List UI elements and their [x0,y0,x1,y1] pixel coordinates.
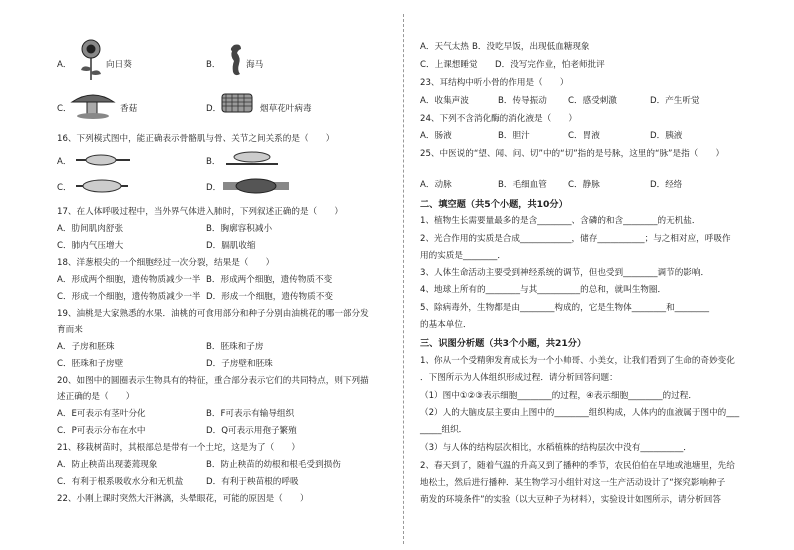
analysis-q1-cont: ．下图所示为人体组织形成过程．请分析回答问题： [420,373,618,383]
q15-label-tmv: 烟草花叶病毒 [260,104,312,114]
sunflower-picture [78,38,104,80]
fill-q1: 1、植物生长需要量最多的是含________、含磷的和含________的无机盐． [420,216,701,226]
q20-stem-cont: 述正确的是（ ） [57,392,135,402]
analysis-q1: 1、你从一个受精卵发育成长为一个小帅哥、小美女，让我们看到了生命的奇妙变化 [420,356,735,366]
fill-q5: 5、除病毒外，生物都是由________构成的，它是生物体________和________ [420,303,710,313]
q15-label-sunflower: 向日葵 [106,60,132,70]
analysis-q1-part2-cont: _____组织． [420,425,468,435]
q16-option-d[interactable]: D． [206,183,222,193]
q17-option-b[interactable]: B．胸廓容积减小 [206,224,273,234]
analysis-q2-cont2: 萌发的环境条件”的实验（以大豆种子为材料），实验设计如图所示，请分析回答 [420,495,721,505]
q19-stem-cont: 育而来 [57,325,83,335]
q23-stem: 23、耳结构中听小骨的作用是（ ） [420,78,569,88]
q16-option-a[interactable]: A． [57,157,72,167]
q19-option-a[interactable]: A．子房和胚珠 [57,342,115,352]
q15-option-a[interactable]: A． [57,60,72,70]
q22-option-b[interactable]: B．没吃早饭，出现低血糖现象 [472,42,590,52]
q19-option-d[interactable]: D．子房壁和胚珠 [206,359,273,369]
q20-option-d[interactable]: D．Q可表示用孢子繁殖 [206,426,297,436]
q17-option-a[interactable]: A．肋间肌肉舒张 [57,224,124,234]
q16-option-b[interactable]: B． [206,157,221,167]
tobacco-mosaic-virus-picture [220,90,254,116]
analysis-q1-part1: （1）图中①②③表示细胞________的过程，④表示细胞________的过程． [420,391,697,401]
q15-option-c[interactable]: C． [57,104,72,114]
q20-option-c[interactable]: C．P可表示分布在水中 [57,426,146,436]
q24-stem: 24、下列不含消化酶的消化液是（ ） [420,114,578,124]
q16-stem: 16、下列模式图中，能正确表示骨骼肌与骨、关节之间关系的是（ ） [57,134,335,144]
q15-option-d[interactable]: D． [206,104,222,114]
q18-stem: 18、洋葱根尖的一个细胞经过一次分裂，结果是（ ） [57,258,275,268]
q25-option-d[interactable]: D．经络 [650,180,683,190]
analysis-q1-part3: （3）与人体的结构层次相比，水稻植株的结构层次中没有__________． [420,443,692,453]
q25-option-b[interactable]: B．毛细血管 [498,180,547,190]
q18-option-b[interactable]: B．形成两个细胞，遗传物质不变 [206,275,333,285]
fill-q4: 4、地球上所有的________与其__________的总和，就叫生物圈． [420,285,667,295]
analysis-q2-cont1: 地松土，然后进行播种．某生物学习小组针对这一生产活动设计了“探究影响种子 [420,478,726,488]
q17-option-d[interactable]: D．膈肌收缩 [206,241,256,251]
section-3-title: 三、识图分析题（共3个小题，共21分） [420,338,587,349]
q22-option-d[interactable]: D．没写完作业，怕老师批评 [495,60,605,70]
q22-stem: 22、小刚上课时突然大汗淋漓，头晕眼花，可能的原因是（ ） [57,494,309,504]
q25-option-a[interactable]: A．动脉 [420,180,452,190]
q24-option-a[interactable]: A．肠液 [420,131,452,141]
q24-option-b[interactable]: B．胆汁 [498,131,530,141]
q19-option-b[interactable]: B．胚珠和子房 [206,342,264,352]
q22-option-c[interactable]: C．上课想睡觉 [420,60,478,70]
fill-q3: 3、人体生命活动主要受到神经系统的调节，但也受到________调节的影响． [420,268,710,278]
fill-q2-cont: 用的实质是________． [420,251,506,261]
mushroom-picture [68,90,118,120]
seahorse-picture [226,42,246,78]
q23-option-c[interactable]: C．感受刺激 [568,96,617,106]
q18-option-c[interactable]: C．形成一个细胞，遗传物质减少一半 [57,292,201,302]
q21-option-b[interactable]: B．防止秧苗的幼根和根毛受到损伤 [206,460,341,470]
q15-label-mushroom: 香菇 [120,104,138,114]
muscle-bone-diagram-c [74,176,130,196]
q21-option-c[interactable]: C．有利于根系吸收水分和无机盐 [57,477,184,487]
q24-option-d[interactable]: D．胰液 [650,131,683,141]
q20-option-a[interactable]: A．E可表示有茎叶分化 [57,409,146,419]
q23-option-a[interactable]: A．收集声波 [420,96,469,106]
analysis-q1-part2: （2）人的大脑皮层主要由上图中的________组织构成，人体内的血液属于图中的___ [420,408,740,418]
section-2-title: 二、填空题（共5个小题，共10分） [420,199,568,210]
q18-option-d[interactable]: D．形成一个细胞，遗传物质不变 [206,292,333,302]
q25-stem: 25、中医说的“望、闻、问、切”中的“切”指的是号脉，这里的“脉”是指（ ） [420,149,725,159]
muscle-bone-diagram-d [222,175,290,197]
q15-label-seahorse: 海马 [246,60,264,70]
muscle-bone-diagram-b [224,149,280,171]
q24-option-c[interactable]: C．胃液 [568,131,600,141]
q19-option-c[interactable]: C．胚珠和子房壁 [57,359,124,369]
q16-option-c[interactable]: C． [57,183,72,193]
q22-option-a[interactable]: A．天气太热 [420,42,469,52]
q23-option-d[interactable]: D．产生听觉 [650,96,700,106]
muscle-bone-diagram-a [74,150,132,170]
q20-option-b[interactable]: B．F可表示有输导组织 [206,409,295,419]
q17-option-c[interactable]: C．肺内气压增大 [57,241,124,251]
q18-option-a[interactable]: A．形成两个细胞，遗传物质减少一半 [57,275,201,285]
q17-stem: 17、在人体呼吸过程中，当外界气体进入肺时，下列叙述正确的是（ ） [57,207,343,217]
q21-option-d[interactable]: D．有利于秧苗根的呼吸 [206,477,299,487]
fill-q5-cont: 的基本单位． [420,320,472,330]
q20-stem: 20、如图中的圆圈表示生物具有的特征，重合部分表示它们的共同特点，则下列描 [57,376,369,386]
q25-option-c[interactable]: C．静脉 [568,180,600,190]
q21-stem: 21、移栽树苗时，其根部总是带有一个土坨，这是为了（ ） [57,443,300,453]
q19-stem: 19、油桃是大家熟悉的水果．油桃的可食用部分和种子分别由油桃花的哪一部分发 [57,309,369,319]
q23-option-b[interactable]: B．传导振动 [498,96,547,106]
column-divider [403,14,404,544]
fill-q2: 2、光合作用的实质是合成____________，储存___________；与之相对应，呼吸作 [420,234,731,244]
analysis-q2: 2、春天到了，随着气温的升高又到了播种的季节，农民伯伯在早地或池塘里，先给 [420,461,735,471]
q15-option-b[interactable]: B． [206,60,221,70]
q21-option-a[interactable]: A．防止秧苗出现萎蔫现象 [57,460,158,470]
